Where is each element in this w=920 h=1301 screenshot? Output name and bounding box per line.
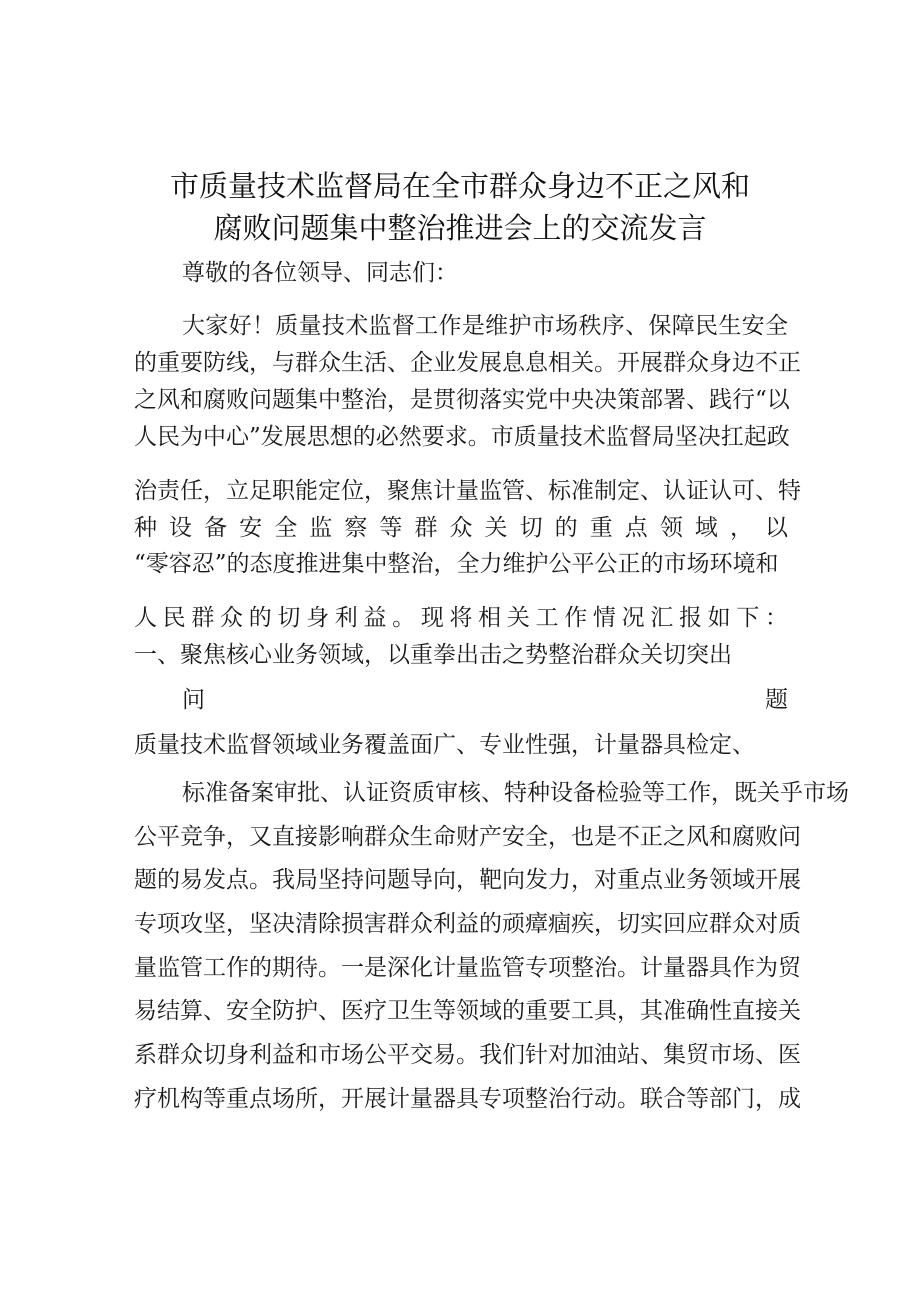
paragraph-line: “零容忍”的态度推进集中整治，全力维护公平公正的市场环境和 bbox=[134, 551, 779, 577]
paragraph-line: 量监管工作的期待。一是深化计量监管专项整治。计量器具作为贸 bbox=[134, 955, 801, 981]
paragraph-line: 治责任，立足职能定位，聚焦计量监管、标准制定、认证认可、特 bbox=[134, 478, 801, 504]
paragraph-line: 的重要防线，与群众生活、企业发展息息相关。开展群众身边不正 bbox=[134, 350, 801, 376]
paragraph-line: 种设备安全监察等群众关切的重点领域，以 bbox=[134, 515, 788, 541]
section-heading-line: 问题 bbox=[182, 687, 788, 713]
paragraph-line: 人民群众的切身利益。现将相关工作情况汇报如下： bbox=[134, 605, 788, 631]
paragraph-line: 大家好！质量技术监督工作是维护市场秩序、保障民生安全 bbox=[182, 313, 788, 339]
paragraph-line: 之风和腐败问题集中整治，是贯彻落实党中央决策部署、践行“以 bbox=[134, 387, 790, 413]
paragraph-line: 专项攻坚，坚决清除损害群众利益的顽瘴痼疾，切实回应群众对质 bbox=[134, 911, 801, 937]
paragraph-line: 标准备案审批、认证资质审核、特种设备检验等工作，既关乎市场 bbox=[182, 780, 849, 806]
paragraph-line: 公平竞争，又直接影响群众生命财产安全，也是不正之风和腐败问 bbox=[134, 824, 801, 850]
paragraph-line: 人民为中心”发展思想的必然要求。市质量技术监督局坚决扛起政 bbox=[134, 424, 790, 450]
document-title-line-1: 市质量技术监督局在全市群众身边不正之风和 bbox=[169, 169, 750, 203]
paragraph-line: 疗机构等重点场所，开展计量器具专项整治行动。联合等部门，成 bbox=[134, 1086, 801, 1112]
paragraph-line: 题的易发点。我局坚持问题导向，靶向发力，对重点业务领域开展 bbox=[134, 867, 801, 893]
section-heading-line: 质量技术监督领域业务覆盖面广、专业性强，计量器具检定、 bbox=[134, 732, 755, 758]
paragraph-line: 一、聚焦核心业务领域，以重拳出击之势整治群众关切突出 bbox=[134, 642, 732, 668]
document-title-line-2: 腐败问题集中整治推进会上的交流发言 bbox=[213, 211, 707, 245]
salutation: 尊敬的各位领导、同志们： bbox=[182, 260, 458, 286]
paragraph-line: 系群众切身利益和市场公平交易。我们针对加油站、集贸市场、医 bbox=[134, 1042, 801, 1068]
paragraph-line: 易结算、安全防护、医疗卫生等领域的重要工具，其准确性直接关 bbox=[134, 998, 801, 1024]
